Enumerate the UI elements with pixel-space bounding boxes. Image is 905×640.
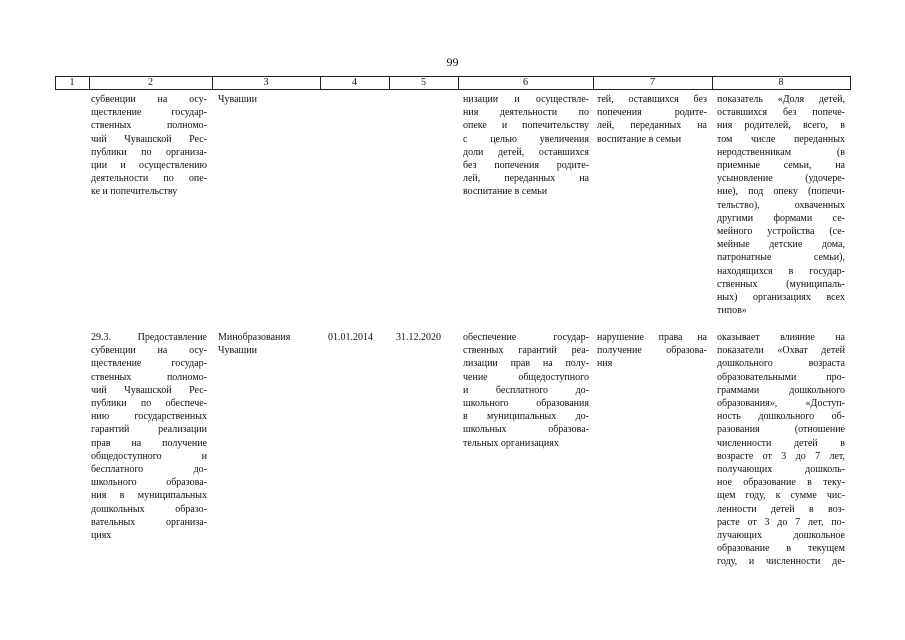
column-header-3: 3	[263, 77, 269, 88]
row2-executor: Минобразования Чувашии	[218, 332, 291, 357]
row2-indicator-link: оказывает влияние на показатели «Охват детей дошкольного возраста образовательными про- граммами дошкольного образования», «Доступ- ность дошкольного об- разования (отношение численности детей в возрасте от 3 до 7 лет, получающих дошколь- ное образование в теку- щем году, к сумме чис- ленности детей в воз- расте от 3 до 7 лет, по- лучающих дошкольное образование в текущем году, и численности де-	[717, 332, 845, 568]
row2-end-date: 31.12.2020	[396, 332, 441, 343]
column-header-2: 2	[148, 77, 153, 88]
column-header-5: 5	[421, 77, 426, 88]
row2-expected-result: обеспечение государ- ственных гарантий реа- лизации прав на полу- чение общедоступного и бесплатного до- школьного образования в муниципальных до- школьных образова- тельных организациях	[463, 332, 589, 449]
row2-start-date: 01.01.2014	[328, 332, 373, 343]
row1-consequences: тей, оставшихся без попечения родите- лей, переданных на воспитание в семьи	[597, 94, 707, 145]
row2-measure-name: 29.3. Предоставление субвенции на осу- ществление государ- ственных полномо- чий Чувашской Рес- публики по обеспече- нию государственных гарантий реализации прав на получение общедоступного и бесплатного до- школьного образова- ния в муниципальных дошкольных образо- вательных организа- циях	[91, 332, 207, 542]
column-header-4: 4	[352, 77, 357, 88]
page-number: 99	[446, 55, 459, 69]
row1-measure-name: субвенции на осу- ществление государ- ственных полномо- чий Чувашской Рес- публики по организа- ции и осуществлению деятельности по опе- ке и попечительству	[91, 94, 207, 198]
column-header-6: 6	[523, 77, 528, 88]
column-header-7: 7	[650, 77, 655, 88]
header-divider	[850, 76, 851, 90]
row1-indicator-link: показатель «Доля детей, оставшихся без попече- ния родителей, всего, в том числе переданных неродственникам (в приемные семьи, на усыновление (удочере- ние), под опеку (попечи- тельство), охваченных другими формами се- мейного устройства (се- мейные детские дома, патронатные семьи), находящихся в государ- ственных (муниципаль- ных) организациях всех типов»	[717, 94, 845, 317]
header-bottom-rule	[55, 89, 850, 90]
column-header-8: 8	[778, 77, 784, 88]
row2-consequences: нарушение права на получение образова- ния	[597, 332, 707, 370]
column-header-1: 1	[69, 77, 75, 88]
row1-executor: Чувашии	[218, 94, 257, 105]
row1-expected-result: низации и осуществле- ния деятельности по опеке и попечительству с целью увеличения доли детей, оставшихся без попечения родите- лей, переданных на воспитание в семьи	[463, 94, 589, 198]
